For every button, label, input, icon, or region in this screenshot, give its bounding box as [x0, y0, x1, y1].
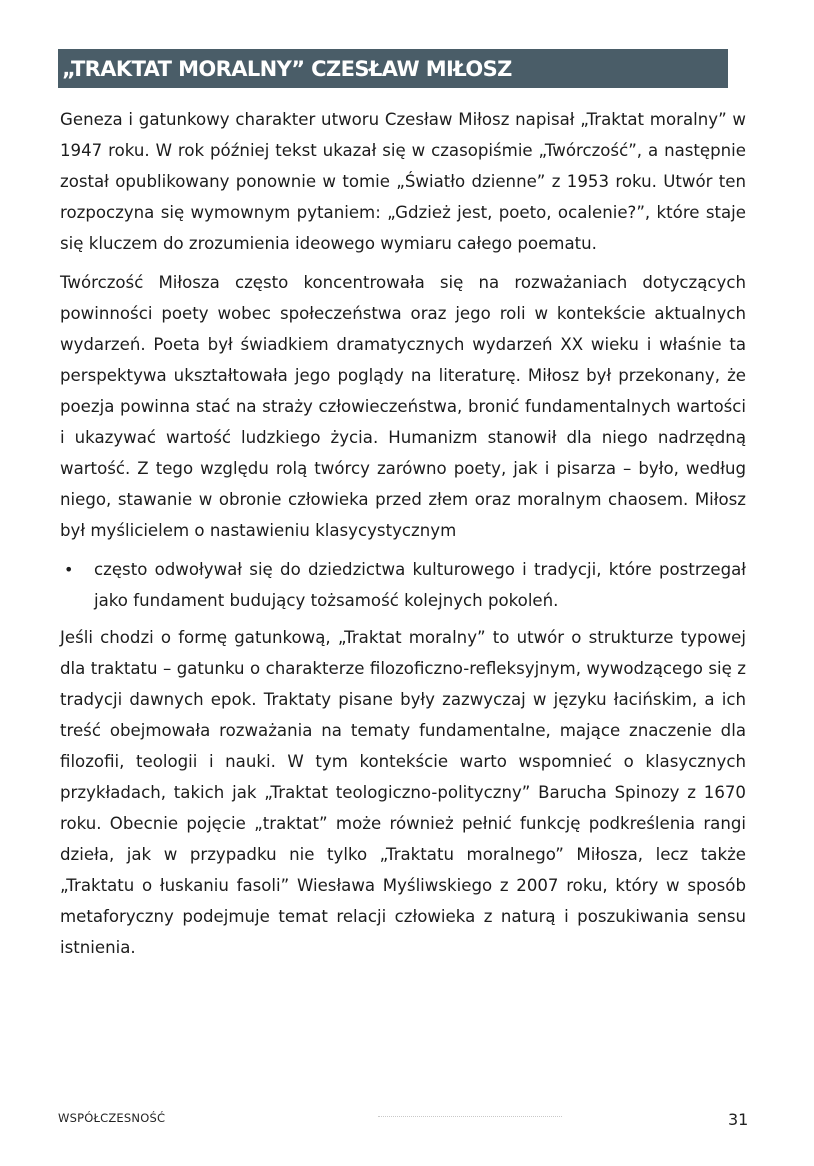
bullet-list: [60, 554, 746, 616]
list-item: [64, 554, 746, 616]
title-bar: [58, 49, 728, 88]
page-title: „TRAKTAT MORALNY” CZESŁAW MIŁOSZ: [62, 56, 512, 81]
paragraph-humanism: Twórczość Miłosza często koncentrowała się na rozważaniach dotyczących powinności poety wobec społeczeństwa oraz jego roli w kontekście aktualnych wydarzeń. Poeta był świadkiem dramatycznych wydarzeń XX wieku i właśnie ta perspektywa ukształtowała jego poglądy na literaturę. Miłosz był przekonany, że poezja powinna stać na straży człowieczeństwa, bronić fundamentalnych wartości i ukazywać wartość ludzkiego życia. Humanizm stanowił dla niego nadrzędną wartość. Z tego względu rolą twórcy zarówno poety, jak i pisarza – było, według niego, stawanie w obronie człowieka przed złem oraz moralnym chaosem. Miłosz był myślicielem o nastawieniu klasycystycznym: [60, 273, 746, 540]
footer-section-label: WSPÓŁCZESNOŚĆ: [58, 1111, 166, 1125]
page-number: 31: [728, 1110, 749, 1129]
paragraph-genesis: Geneza i gatunkowy charakter utworu Czesław Miłosz napisał „Traktat moralny” w 1947 roku. W rok później tekst ukazał się w czasopiśmie „Twórczość”, a następnie został opublikowany ponownie w tomie „Światło dzienne” z 1953 roku. Utwór ten rozpoczyna się wymownym pytaniem: „Gdzież jest, poeto, ocalenie?”, które staje się kluczem do zrozumienia ideowego wymiaru całego poematu.: [60, 110, 746, 253]
paragraph-genre: Jeśli chodzi o formę gatunkową, „Traktat moralny” to utwór o strukturze typowej dla traktatu – gatunku o charakterze filozoficzno-refleksyjnym, wywodzącego się z tradycji dawnych epok. Traktaty pisane były zazwyczaj w języku łacińskim, a ich treść obejmowała rozważania na tematy fundamentalne, mające znaczenie dla filozofii, teologii i nauki. W tym kontekście warto wspomnieć o klasycznych przykładach, takich jak „Traktat teologiczno-polityczny” Barucha Spinozy z 1670 roku. Obecnie pojęcie „traktat” może również pełnić funkcję podkreślenia rangi dzieła, jak w przypadku nie tylko „Traktatu moralnego” Miłosza, lecz także „Traktatu o łuskaniu fasoli” Wiesława Myśliwskiego z 2007 roku, który w sposób metaforyczny podejmuje temat relacji człowieka z naturą i poszukiwania sensu istnienia.: [60, 628, 746, 957]
footer-divider: [378, 1116, 562, 1117]
article-body: [60, 104, 746, 971]
list-item-text: często odwoływał się do dziedzictwa kulturowego i tradycji, które postrzegał jako fundament budujący tożsamość kolejnych pokoleń.: [94, 560, 746, 610]
bullet-icon: •: [64, 560, 74, 579]
